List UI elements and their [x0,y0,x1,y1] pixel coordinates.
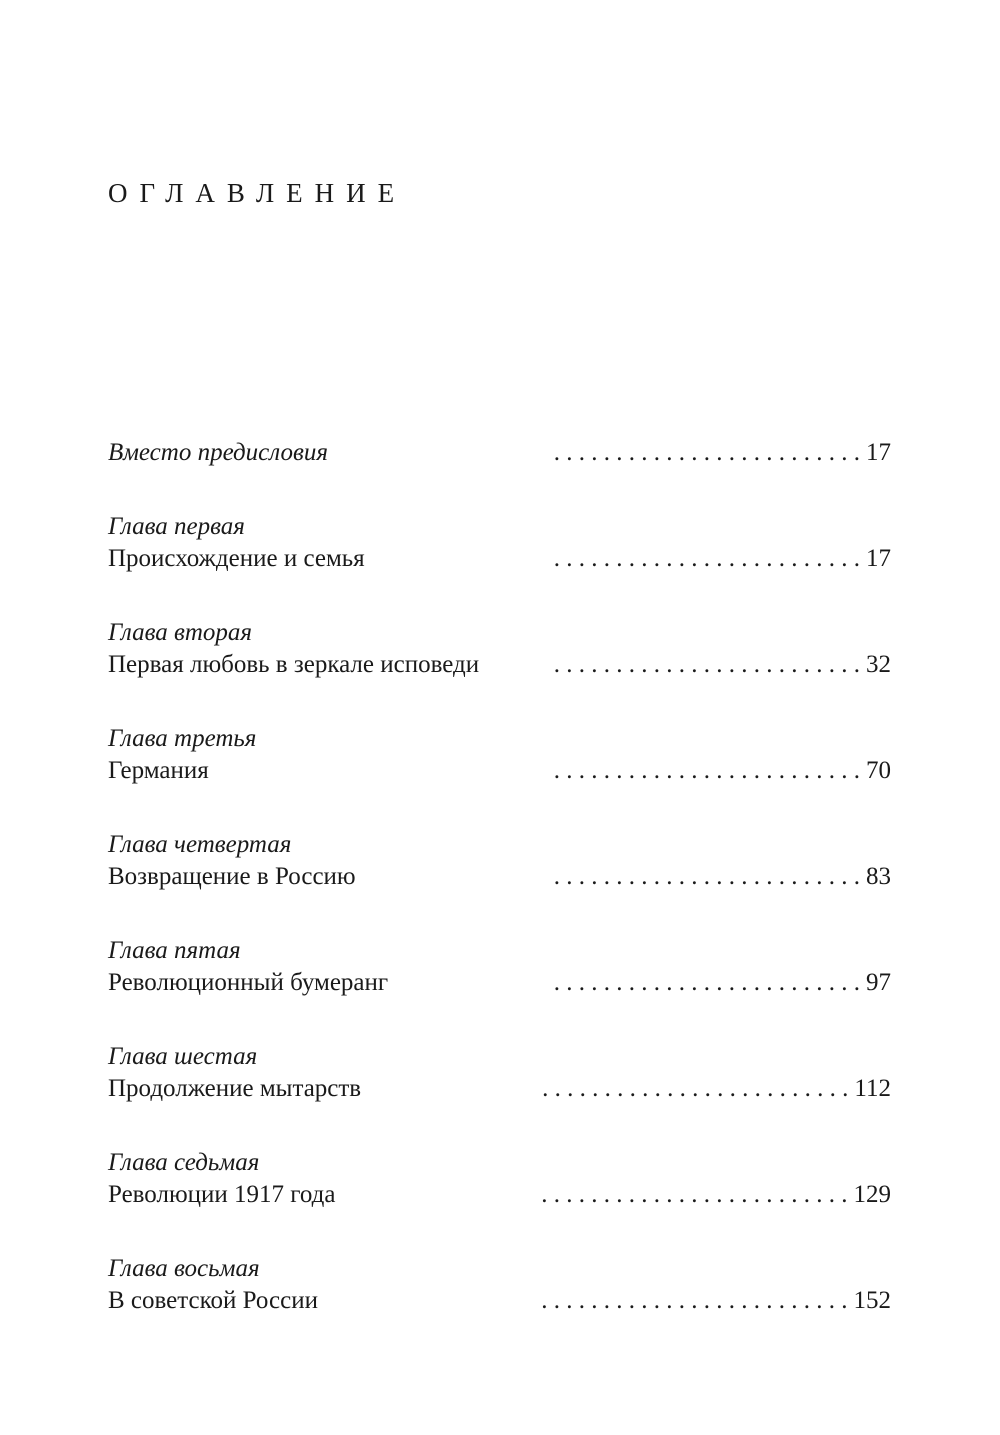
dot-leader: . . . . . . . . . . . . . . . . . . . . . . . . . [553,757,860,784]
toc-page-number: 17 [866,439,891,466]
toc-page-number: 129 [853,1181,891,1208]
page-title: ОГЛАВЛЕНИЕ [108,178,407,208]
dot-leader: . . . . . . . . . . . . . . . . . . . . . . . . . [553,969,860,996]
dot-leader: . . . . . . . . . . . . . . . . . . . . . . . . . [553,863,860,890]
toc-page-number: 152 [853,1287,891,1314]
toc-entry-title: В советской России [108,1287,318,1314]
chapter-label: Глава седьмая [108,1149,260,1176]
chapter-label: Глава первая [108,513,245,540]
dot-leader: . . . . . . . . . . . . . . . . . . . . . . . . . [541,1287,848,1314]
toc-entry-title: Продолжение мытарств [108,1075,362,1102]
table-of-contents [108,437,891,1359]
toc-entry[interactable] [108,1073,891,1105]
toc-chapter [108,935,891,999]
toc-entry[interactable] [108,1285,891,1317]
toc-entry-preface[interactable] [108,437,891,469]
toc-entry[interactable] [108,861,891,893]
dot-leader: . . . . . . . . . . . . . . . . . . . . . . . . . [542,1075,849,1102]
toc-page-number: 83 [866,863,891,890]
chapter-label: Глава пятая [108,937,241,964]
toc-entry[interactable] [108,649,891,681]
toc-entry[interactable] [108,967,891,999]
dot-leader: . . . . . . . . . . . . . . . . . . . . . . . . . [553,439,860,466]
chapter-label: Глава вторая [108,619,253,646]
chapter-label: Глава шестая [108,1043,258,1070]
toc-entry-title: Германия [108,757,209,784]
toc-entry-title: Революционный бумеранг [108,969,389,996]
chapter-label: Глава третья [108,725,257,752]
chapter-label: Глава четвертая [108,831,292,858]
toc-chapter [108,1041,891,1105]
toc-chapter [108,617,891,681]
dot-leader: . . . . . . . . . . . . . . . . . . . . . . . . . [553,545,860,572]
toc-chapter [108,723,891,787]
toc-chapter [108,1253,891,1317]
toc-entry-title: Происхождение и семья [108,545,365,572]
chapter-label: Глава восьмая [108,1255,260,1282]
toc-page-number: 97 [866,969,891,996]
toc-page-number: 70 [866,757,891,784]
toc-chapter [108,511,891,575]
toc-entry[interactable] [108,543,891,575]
toc-chapter [108,829,891,893]
toc-page-number: 32 [866,651,891,678]
toc-entry-title: Первая любовь в зеркале исповеди [108,651,480,678]
dot-leader: . . . . . . . . . . . . . . . . . . . . . . . . . [541,1181,848,1208]
toc-page-number: 112 [854,1075,891,1102]
toc-entry-title: Возвращение в Россию [108,863,356,890]
toc-entry-title: Революции 1917 года [108,1181,336,1208]
toc-entry[interactable] [108,1179,891,1211]
toc-chapter [108,1147,891,1211]
toc-entry-title: Вместо предисловия [108,439,328,466]
toc-entry[interactable] [108,755,891,787]
toc-page-number: 17 [866,545,891,572]
dot-leader: . . . . . . . . . . . . . . . . . . . . . . . . . [553,651,860,678]
